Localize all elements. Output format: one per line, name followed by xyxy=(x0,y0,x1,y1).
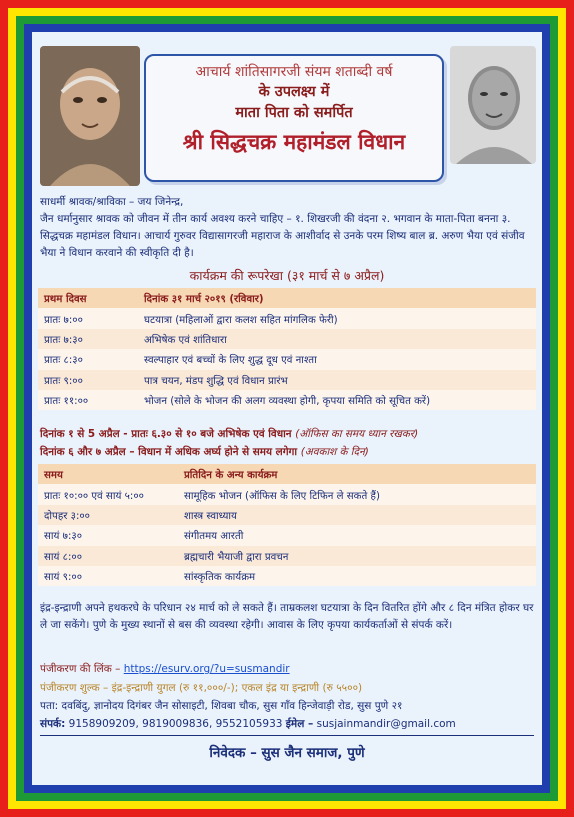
email-label: ईमेल – xyxy=(285,718,314,730)
activity-cell: स्वल्पाहार एवं बच्चों के लिए शुद्ध दूध एवं नाश्ता xyxy=(138,349,536,369)
activity-cell: सामूहिक भोजन (ऑफिस के लिए टिफिन ले सकते हैं) xyxy=(178,484,536,504)
activity-cell: पात्र चयन, मंडप शुद्धि एवं विधान प्रारंभ xyxy=(138,370,536,390)
intro-paragraph: जैन धर्मानुसार श्रावक को जीवन में तीन कार्य अवश्य करने चाहिए – १. शिखरजी की वंदना २. भगवान के माता-पिता बनना ३. सिद्धचक्र महामंडल विधान। आचार्य गुरुवर विद्यासागरजी महाराज के आशीर्वाद से उनके परम शिष्य बाल ब्र. अरुण भैया एवं संजीव भैया ने विधान करवाने की स्वीकृति दी है। xyxy=(40,213,525,259)
table-row xyxy=(38,525,536,545)
time-cell: सायं ८:०० xyxy=(38,546,178,566)
note-weekdays-italic: (ऑफिस का समय ध्यान रखकर) xyxy=(295,428,419,440)
note-weekend-text: दिनांक ६ और ७ अप्रैल – विधान में अधिक अर्घ्य होने से समय लगेगा xyxy=(40,446,298,458)
portrait-left-image xyxy=(40,46,140,186)
registration-link-label: पंजीकरण की लिंक – xyxy=(40,663,124,675)
time-cell: सायं ७:३० xyxy=(38,525,178,545)
time-cell: दोपहर ३:०० xyxy=(38,505,178,525)
activity-cell: शास्त्र स्वाध्याय xyxy=(178,505,536,525)
table-row xyxy=(38,505,536,525)
contact-line xyxy=(40,716,456,733)
table-header-cell: दिनांक ३१ मार्च २०१९ (रविवार) xyxy=(138,288,536,308)
title-line-2: के उपलक्ष्य में xyxy=(258,84,330,100)
table-header-row xyxy=(38,288,536,308)
table-header-cell: प्रथम दिवस xyxy=(38,288,138,308)
activity-cell: भोजन (सोले के भोजन की अलग व्यवस्था होगी, कृपया समिति को सूचित करें) xyxy=(138,390,536,410)
contact-numbers: 9158909209, 9819009836, 9552105933 xyxy=(68,718,283,730)
email-address[interactable]: susjainmandir@gmail.com xyxy=(316,718,456,730)
day-one-schedule-table xyxy=(38,288,536,410)
registration-link[interactable]: https://esurv.org/?u=susmandir xyxy=(123,663,290,675)
activity-cell: ब्रह्मचारी भैयाजी द्वारा प्रवचन xyxy=(178,546,536,566)
time-cell: प्रातः १०:०० एवं सायं ५:०० xyxy=(38,484,178,504)
activity-cell: अभिषेक एवं शांतिधारा xyxy=(138,329,536,349)
table-header-cell: समय xyxy=(38,464,178,484)
title-line-1: आचार्य शांतिसागरजी संयम शताब्दी वर्ष xyxy=(195,64,393,80)
activity-cell: संगीतमय आरती xyxy=(178,525,536,545)
time-cell: सायं ९:०० xyxy=(38,566,178,586)
invitation-panel xyxy=(32,32,542,785)
time-cell: प्रातः ७:३० xyxy=(38,329,138,349)
registration-fee: पंजीकरण शुल्क – इंद्र-इन्द्राणी युगल (रु ११,०००/-); एकल इंद्र या इन्द्राणी (रु ५५००) xyxy=(40,682,363,694)
portrait-right-image xyxy=(450,46,536,164)
table-row xyxy=(38,546,536,566)
schedule-title: कार्यक्रम की रूपरेखा (३१ मार्च से ७ अप्रैल) xyxy=(189,268,385,283)
daily-schedule-table xyxy=(38,464,536,586)
table-row xyxy=(38,370,536,390)
table-row xyxy=(38,484,536,504)
activity-cell: घटयात्रा (महिलाओं द्वारा कलश सहित मांगलिक फेरी) xyxy=(138,308,536,328)
divider xyxy=(40,735,534,736)
note-weekdays xyxy=(40,426,534,442)
table-row xyxy=(38,349,536,369)
registration-link-line xyxy=(40,661,290,678)
contact-label: संपर्क: xyxy=(40,718,66,730)
note-weekend xyxy=(40,444,534,460)
table-row xyxy=(38,566,536,586)
title-line-3: माता पिता को समर्पित xyxy=(235,105,353,121)
title-scroll xyxy=(144,54,444,182)
note-weekdays-text: दिनांक १ से 5 अप्रैल - प्रातः ६.३० से १० बजे अभिषेक एवं विधान xyxy=(40,428,292,440)
greeting: साधर्मी श्रावक/श्राविका – जय जिनेन्द्र, xyxy=(40,196,184,208)
table-row xyxy=(38,390,536,410)
time-cell: प्रातः ११:०० xyxy=(38,390,138,410)
note-weekend-italic: (अवकाश के दिन) xyxy=(300,446,369,458)
event-title: श्री सिद्धचक्र महामंडल विधान xyxy=(182,130,406,154)
closing-paragraph: इंद्र-इन्द्राणी अपने हथकरघे के परिधान २४ मार्च को ले सकते हैं। ताम्रकलश घटयात्रा के दिन वितरित होंगे और ८ दिन मंत्रित होकर घर ले जा सकेंगे। पुणे के मुख्य स्थानों से बस की व्यवस्था रहेगी। आवास के लिए कृपया कार्यकर्ताओं से संपर्क करें। xyxy=(40,602,534,631)
address: पता: दवबिंदु, ज्ञानोदय दिगंबर जैन सोसाइटी, शिवबा चौक, सुस गाँव हिन्जेवाड़ी रोड, सुस पुणे २१ xyxy=(40,700,403,712)
table-header-row xyxy=(38,464,536,484)
table-row xyxy=(38,329,536,349)
activity-cell: सांस्कृतिक कार्यक्रम xyxy=(178,566,536,586)
time-cell: प्रातः ८:३० xyxy=(38,349,138,369)
table-row xyxy=(38,308,536,328)
time-cell: प्रातः ९:०० xyxy=(38,370,138,390)
time-cell: प्रातः ७:०० xyxy=(38,308,138,328)
table-header-cell: प्रतिदिन के अन्य कार्यक्रम xyxy=(178,464,536,484)
signoff: निवेदक – सुस जैन समाज, पुणे xyxy=(209,745,365,761)
